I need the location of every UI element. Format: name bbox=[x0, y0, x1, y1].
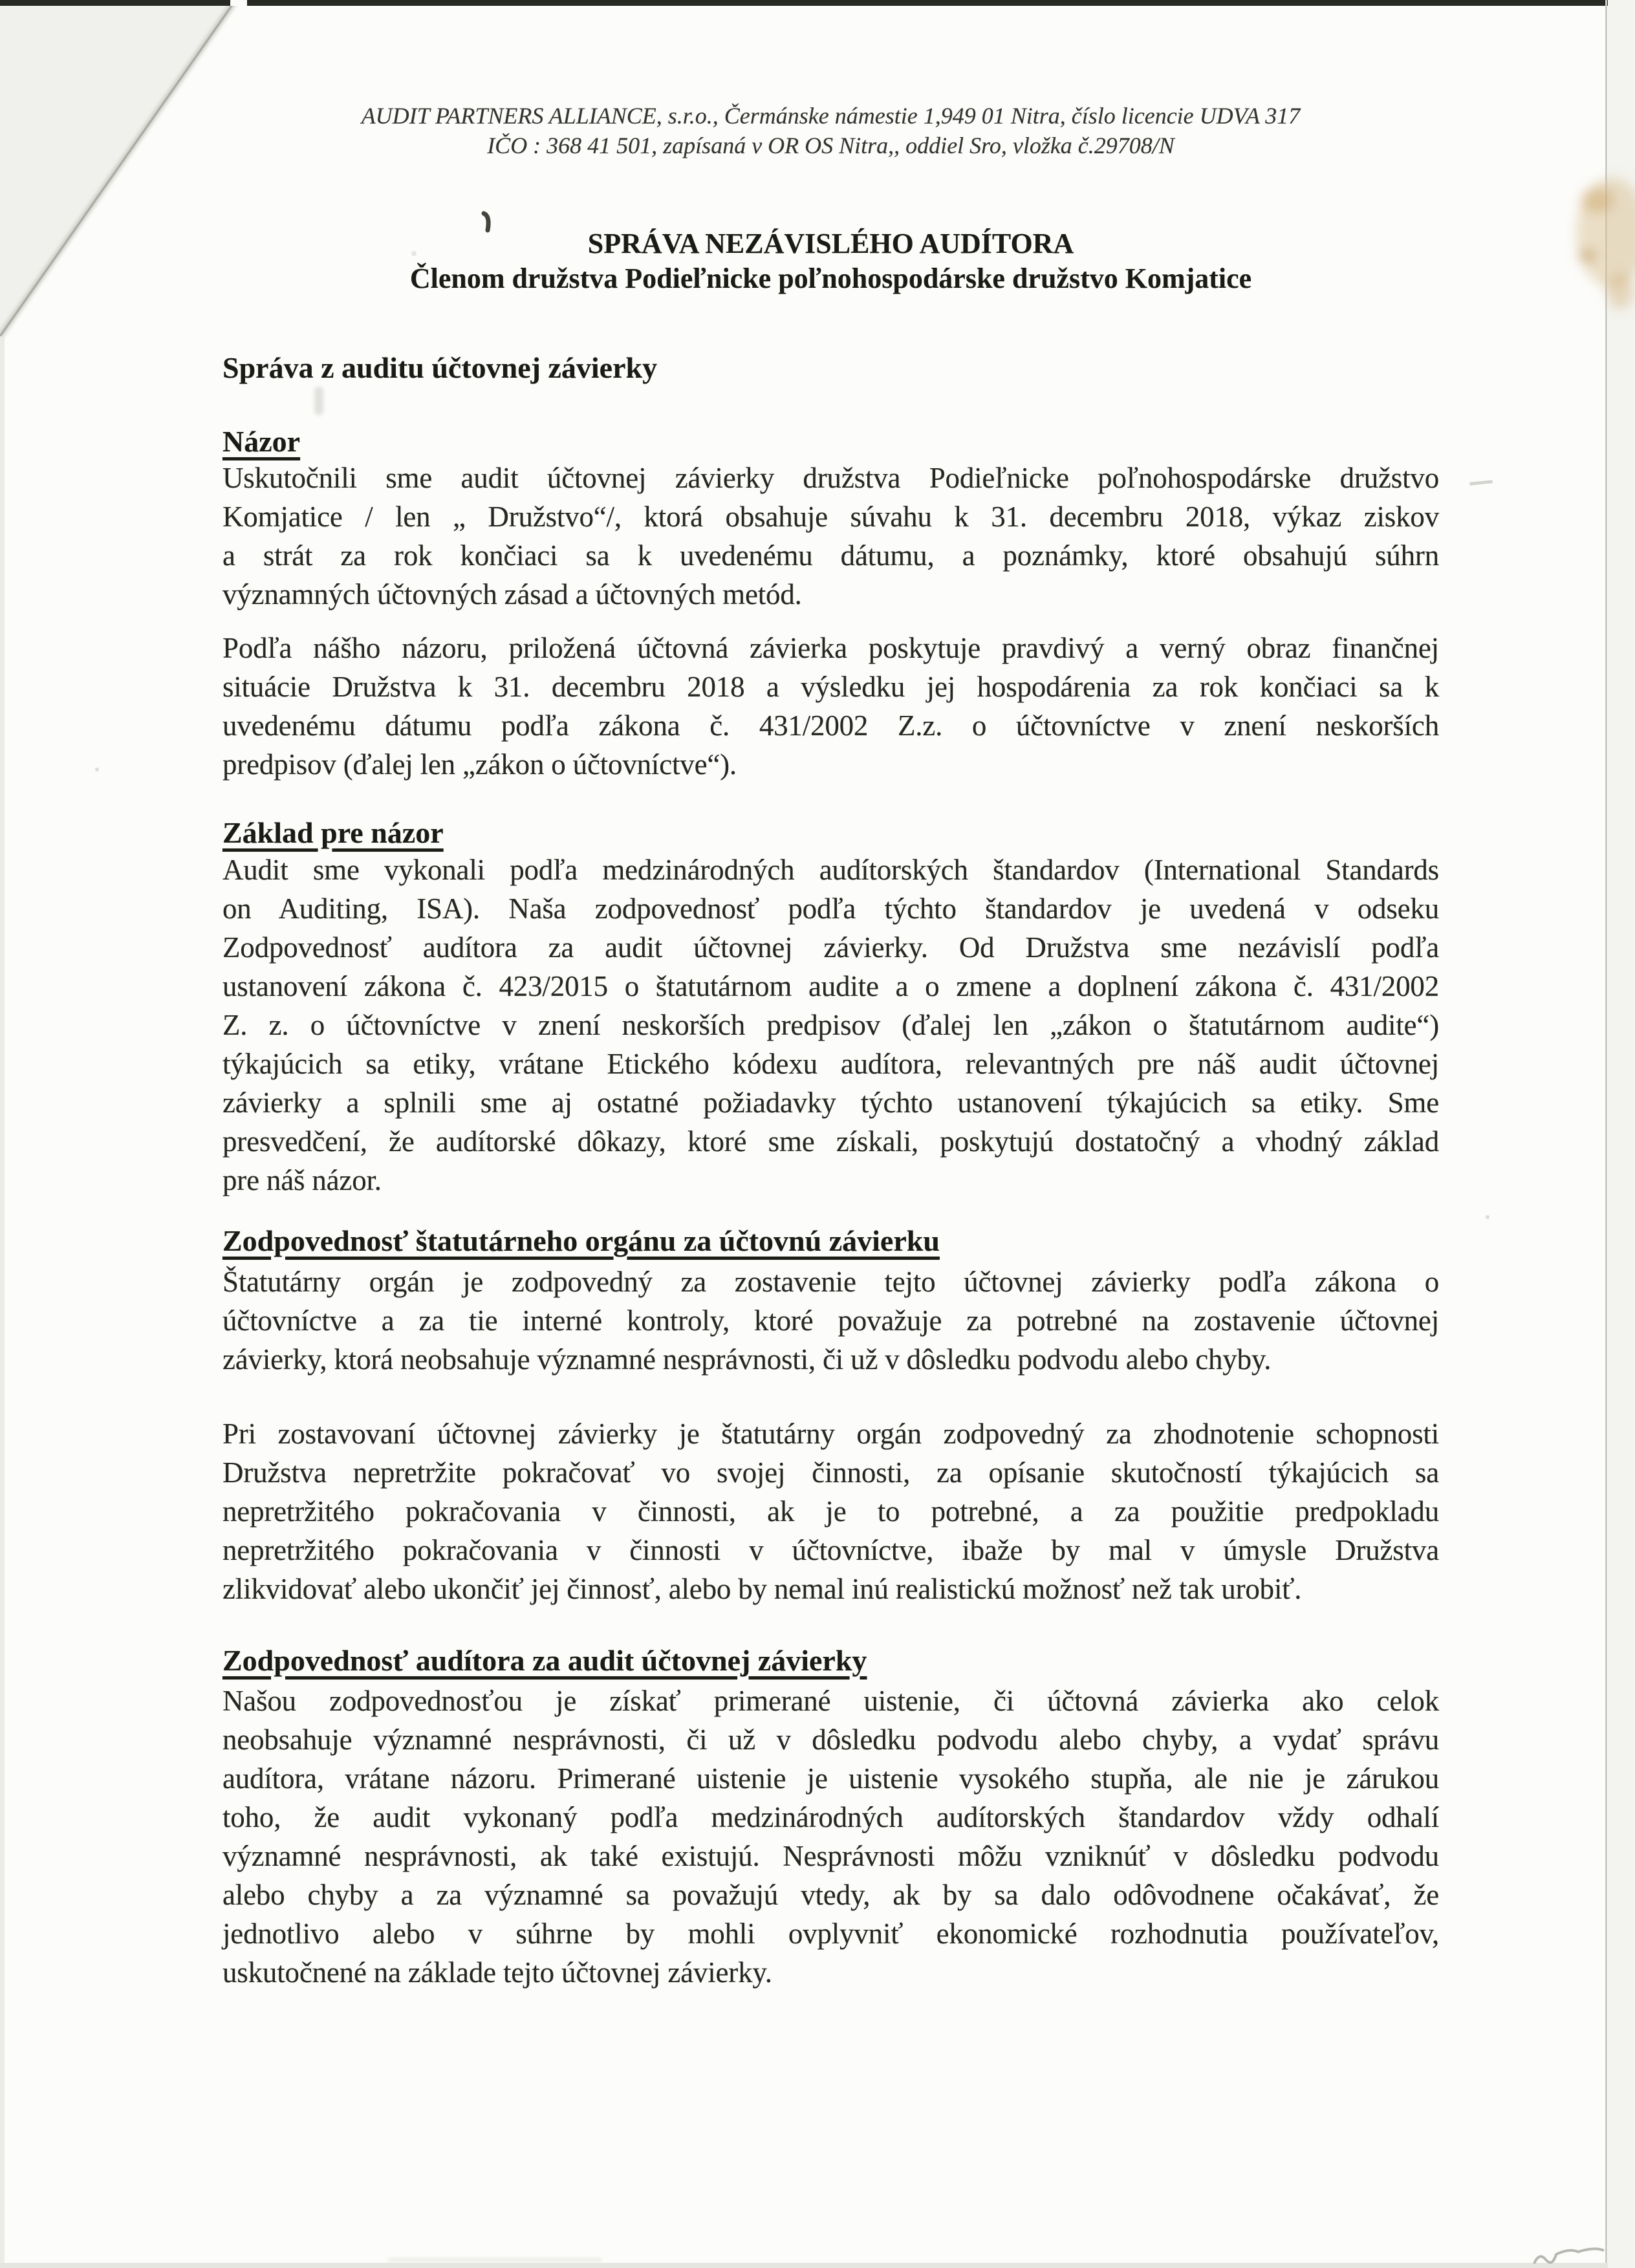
paragraph-basis bbox=[222, 850, 1439, 1200]
paragraph-management-2 bbox=[222, 1414, 1439, 1608]
text-line: Pri zostavovaní účtovnej závierky je štatutárny orgán zodpovedný za zhodnotenie schopnosti bbox=[222, 1418, 1439, 1450]
paragraph-opinion-1 bbox=[222, 459, 1439, 614]
text-line: Uskutočnili sme audit účtovnej závierky družstva Podieľnicke poľnohospodárske družstvo bbox=[222, 462, 1439, 494]
text-line: pre náš názor. bbox=[222, 1164, 382, 1196]
text-line: toho, že audit vykonaný podľa medzinárodných audítorských štandardov vždy odhalí bbox=[222, 1801, 1439, 1833]
text-line: závierky a splnili sme aj ostatné požiadavky týchto ustanovení týkajúcich sa etiky. Sme bbox=[222, 1086, 1439, 1119]
heading-management-responsibility: Zodpovednosť štatutárneho orgánu za účtovnú závierku bbox=[222, 1224, 940, 1257]
title-line-1: SPRÁVA NEZÁVISLÉHO AUDÍTORA bbox=[587, 228, 1074, 259]
heading-basis-for-opinion: Základ pre názor bbox=[222, 816, 444, 849]
text-line: týkajúcich sa etiky, vrátane Etického kódexu audítora, relevantných pre náš audit účtovnej bbox=[222, 1048, 1439, 1080]
text-line: jednotlivo alebo v súhrne by mohli ovplyvniť ekonomické rozhodnutia používateľov, bbox=[222, 1917, 1439, 1950]
text-line: Audit sme vykonali podľa medzinárodných audítorských štandardov (International Standards bbox=[222, 854, 1439, 886]
text-line: ustanovení zákona č. 423/2015 o štatutárnom audite a o zmene a doplnení zákona č. 431/2002 bbox=[222, 970, 1439, 1002]
letterhead-line-2: IČO : 368 41 501, zapísaná v OR OS Nitra,, oddiel Sro, vložka č.29708/N bbox=[487, 133, 1175, 158]
text-line: predpisov (ďalej len „zákon o účtovníctve“). bbox=[222, 748, 737, 781]
heading-auditor-responsibility: Zodpovednosť audítora za audit účtovnej závierky bbox=[222, 1644, 867, 1677]
text-line: on Auditing, ISA). Naša zodpovednosť podľa týchto štandardov je uvedená v odseku bbox=[222, 892, 1439, 925]
text-line: nepretržitého pokračovania v činnosti, ak je to potrebné, a za použitie predpokladu bbox=[222, 1495, 1439, 1528]
text-line: Štatutárny orgán je zodpovedný za zostavenie tejto účtovnej závierky podľa zákona o bbox=[222, 1266, 1439, 1298]
text-line: závierky, ktorá neobsahuje významné nesprávnosti, či už v dôsledku podvodu alebo chyby. bbox=[222, 1343, 1272, 1376]
text-line: účtovníctve a za tie interné kontroly, ktoré považuje za potrebné na zostavenie účtovnej bbox=[222, 1304, 1439, 1337]
text-line: uvedenému dátumu podľa zákona č. 431/2002 Z.z. o účtovníctve v znení neskorších bbox=[222, 709, 1439, 742]
document-title bbox=[222, 226, 1439, 296]
text-line: audítora, vrátane názoru. Primerané uistenie je uistenie vysokého stupňa, ale nie je zárukou bbox=[222, 1762, 1439, 1795]
heading-opinion: Názor bbox=[222, 425, 301, 458]
text-line: alebo chyby a za významné sa považujú vtedy, ak by sa dalo odôvodnene očakávať, že bbox=[222, 1879, 1439, 1911]
text-line: Družstva nepretržite pokračovať vo svojej činnosti, za opísanie skutočností týkajúcich sa bbox=[222, 1456, 1439, 1489]
text-line: Našou zodpovednosťou je získať primerané uistenie, či účtovná závierka ako celok bbox=[222, 1685, 1439, 1717]
title-line-2: Členom družstva Podieľnicke poľnohospodárske družstvo Komjatice bbox=[409, 263, 1252, 294]
text-line: zlikvidovať alebo ukončiť jej činnosť, alebo by nemal inú realistickú možnosť než tak urobiť. bbox=[222, 1573, 1302, 1605]
paragraph-auditor bbox=[222, 1681, 1439, 1992]
text-line: nepretržitého pokračovania v činnosti v účtovníctve, ibaže by mal v úmysle Družstva bbox=[222, 1534, 1439, 1566]
text-line: významných účtovných zásad a účtovných metód. bbox=[222, 578, 802, 610]
text-line: presvedčení, že audítorské dôkazy, ktoré sme získali, poskytujú dostatočný a vhodný základ bbox=[222, 1125, 1439, 1158]
text-line: uskutočnené na základe tejto účtovnej závierky. bbox=[222, 1956, 772, 1989]
text-line: Z. z. o účtovníctve v znení neskorších predpisov (ďalej len „zákon o štatutárnom audite“) bbox=[222, 1009, 1439, 1041]
paragraph-management-1 bbox=[222, 1262, 1439, 1379]
paragraph-opinion-2 bbox=[222, 629, 1439, 784]
text-line: Podľa nášho názoru, priložená účtovná závierka poskytuje pravdivý a verný obraz finančnej bbox=[222, 632, 1439, 664]
text-line: neobsahuje významné nesprávnosti, či už v dôsledku podvodu alebo chyby, a vydať správu bbox=[222, 1723, 1439, 1756]
text-line: Komjatice / len „ Družstvo“/, ktorá obsahuje súvahu k 31. decembru 2018, výkaz ziskov bbox=[222, 501, 1439, 533]
text-line: Zodpovednosť audítora za audit účtovnej závierky. Od Družstva sme nezávislí podľa bbox=[222, 931, 1439, 964]
section-title-report: Správa z auditu účtovnej závierky bbox=[222, 351, 658, 384]
letterhead bbox=[222, 101, 1439, 160]
text-line: významné nesprávnosti, ak také existujú. Nesprávnosti môžu vzniknúť v dôsledku podvodu bbox=[222, 1840, 1439, 1872]
text-line: situácie Družstva k 31. decembru 2018 a výsledku jej hospodárenia za rok končiaci sa k bbox=[222, 671, 1439, 703]
text-line: a strát za rok končiaci sa k uvedenému dátumu, a poznámky, ktoré obsahujú súhrn bbox=[222, 539, 1439, 572]
letterhead-line-1: AUDIT PARTNERS ALLIANCE, s.r.o., Čermánske námestie 1,949 01 Nitra, číslo licencie UDVA 317 bbox=[361, 103, 1301, 129]
